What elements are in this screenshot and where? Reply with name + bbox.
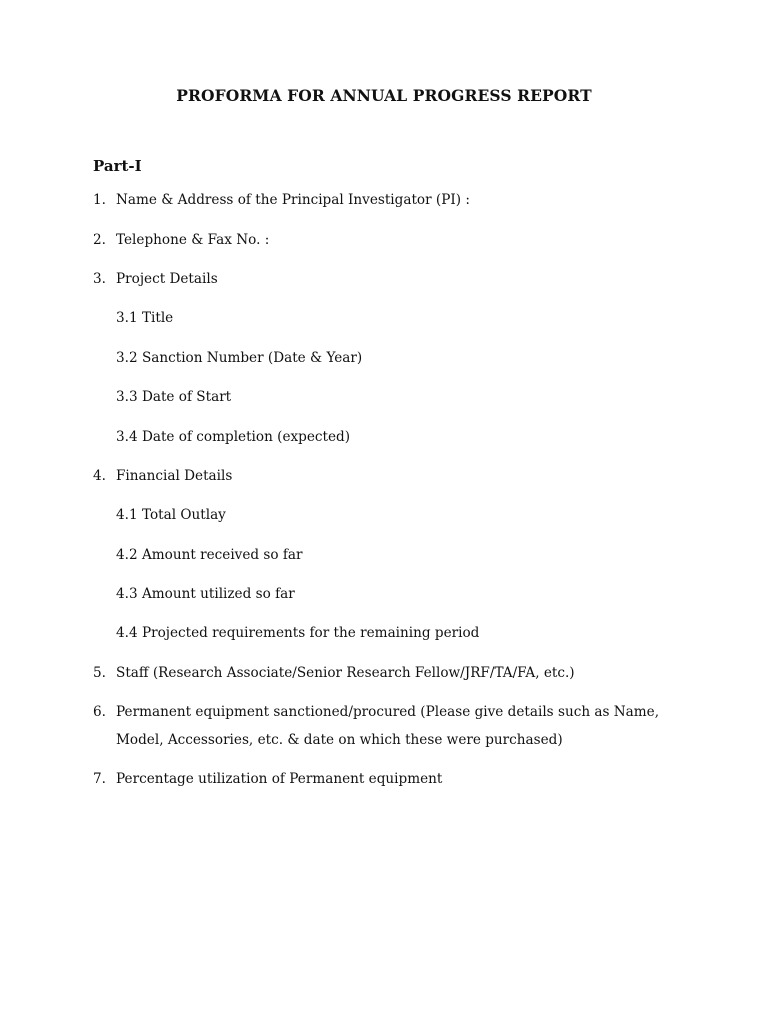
item-number: 5. [93, 665, 106, 681]
item-text: Financial Details [116, 468, 233, 484]
item-text: Percentage utilization of Permanent equipment [116, 771, 443, 787]
item-number: 4. [93, 468, 106, 484]
item-number: 7. [93, 771, 106, 787]
subitem-text: 4.2 Amount received so far [116, 547, 303, 563]
subitem-text: 3.2 Sanction Number (Date & Year) [116, 350, 363, 366]
item-number: 3. [93, 271, 106, 287]
subitem-text: 3.4 Date of completion (expected) [116, 429, 351, 445]
item-text: Project Details [116, 271, 218, 287]
item-number: 1. [93, 192, 106, 208]
item-text: Staff (Research Associate/Senior Research Fellow/JRF/TA/FA, etc.) [116, 665, 575, 681]
subitem-text: 4.3 Amount utilized so far [116, 586, 295, 602]
item-number: 6. [93, 704, 106, 720]
item-text: Permanent equipment sanctioned/procured (Please give details such as Name, [116, 704, 660, 720]
document-title: PROFORMA FOR ANNUAL PROGRESS REPORT [176, 86, 592, 105]
subitem-text: 3.1 Title [116, 310, 174, 326]
subitem-text: 3.3 Date of Start [116, 389, 232, 405]
part-heading: Part-I [93, 157, 142, 175]
subitem-text: 4.4 Projected requirements for the remaining period [116, 625, 480, 641]
item-text: Telephone & Fax No. : [116, 232, 270, 248]
item-number: 2. [93, 232, 106, 248]
item-text: Name & Address of the Principal Investigator (PI) : [116, 192, 470, 208]
subitem-text: 4.1 Total Outlay [116, 507, 226, 523]
item-text: Model, Accessories, etc. & date on which these were purchased) [116, 732, 563, 748]
